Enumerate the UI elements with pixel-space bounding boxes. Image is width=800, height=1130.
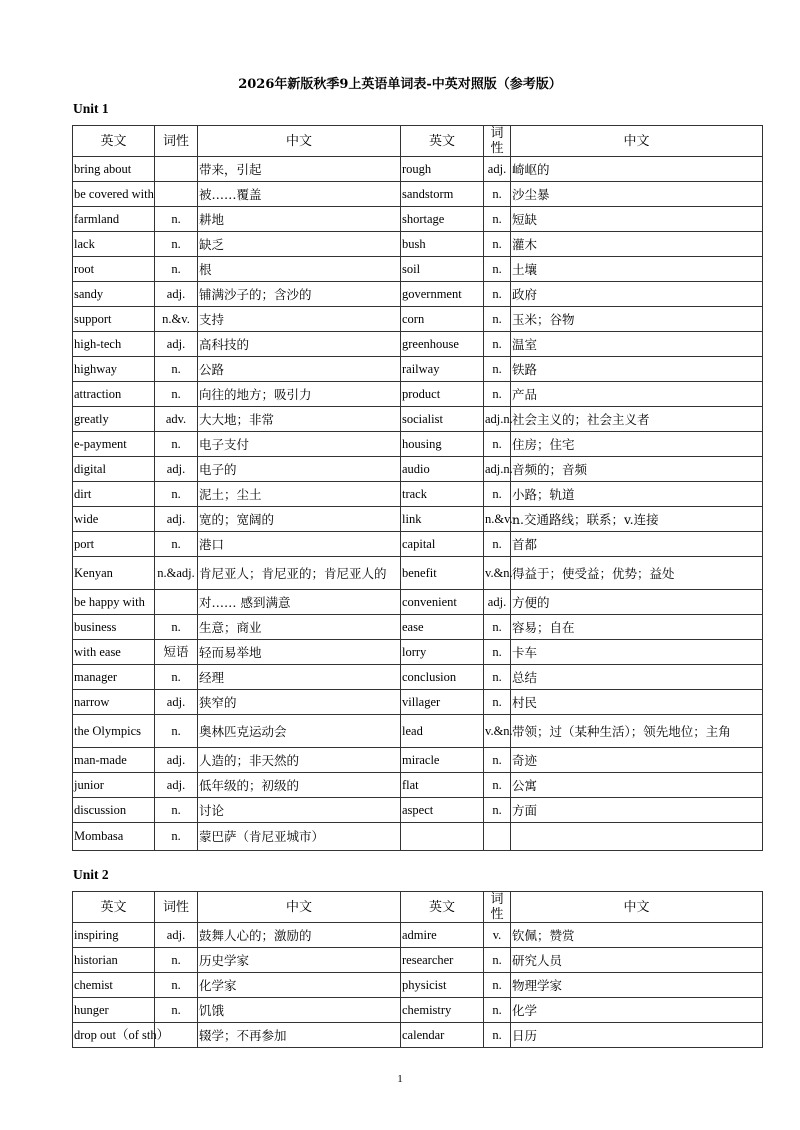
english-word-cell: man-made <box>73 748 155 773</box>
chinese-meaning-cell: 带领；过（某种生活）；领先地位；主角 <box>511 715 763 748</box>
chinese-meaning-cell: 小路；轨道 <box>511 482 763 507</box>
chinese-meaning-cell: 社会主义的；社会主义者 <box>511 407 763 432</box>
english-word-cell: with ease <box>73 640 155 665</box>
header-part-of-speech: 词性 <box>155 126 198 157</box>
part-of-speech-cell: n. <box>484 307 511 332</box>
chinese-meaning-cell: 经理 <box>198 665 401 690</box>
part-of-speech-cell: adj.n. <box>484 407 511 432</box>
chinese-meaning-cell: 方面 <box>511 798 763 823</box>
english-word-cell: aspect <box>401 798 484 823</box>
english-word-cell: railway <box>401 357 484 382</box>
chinese-meaning-cell: 容易；自在 <box>511 615 763 640</box>
chinese-meaning-cell: 被……覆盖 <box>198 182 401 207</box>
table-row <box>73 457 763 482</box>
english-word-cell: narrow <box>73 690 155 715</box>
english-word-cell: support <box>73 307 155 332</box>
table-row <box>73 407 763 432</box>
english-word-cell: business <box>73 615 155 640</box>
header-chinese: 中文 <box>511 126 763 157</box>
part-of-speech-cell: 短语 <box>155 640 198 665</box>
part-of-speech-cell: adj. <box>155 332 198 357</box>
header-chinese: 中文 <box>198 126 401 157</box>
english-word-cell: highway <box>73 357 155 382</box>
header-part-of-speech: 词性 <box>484 892 511 923</box>
chinese-meaning-cell: 音频的；音频 <box>511 457 763 482</box>
table-header-row <box>73 892 763 923</box>
table-row <box>73 640 763 665</box>
part-of-speech-cell: n. <box>155 998 198 1023</box>
table-row <box>73 690 763 715</box>
chinese-meaning-cell: 温室 <box>511 332 763 357</box>
chinese-meaning-cell: 研究人员 <box>511 948 763 973</box>
part-of-speech-cell: n. <box>484 1023 511 1048</box>
chinese-meaning-cell: 辍学；不再参加 <box>198 1023 401 1048</box>
chinese-meaning-cell <box>511 823 763 851</box>
unit-heading: Unit 1 <box>73 101 109 116</box>
english-word-cell: the Olympics <box>73 715 155 748</box>
part-of-speech-cell: n. <box>484 748 511 773</box>
chinese-meaning-cell: 住房；住宅 <box>511 432 763 457</box>
chinese-meaning-cell: 产品 <box>511 382 763 407</box>
english-word-cell: housing <box>401 432 484 457</box>
part-of-speech-cell: n. <box>155 482 198 507</box>
table-row <box>73 823 763 851</box>
part-of-speech-cell: n. <box>484 482 511 507</box>
english-word-cell: ease <box>401 615 484 640</box>
part-of-speech-cell: n. <box>155 823 198 851</box>
part-of-speech-cell: adj. <box>155 773 198 798</box>
chinese-meaning-cell: 灌木 <box>511 232 763 257</box>
english-word-cell: chemist <box>73 973 155 998</box>
english-word-cell: lorry <box>401 640 484 665</box>
table-row <box>73 307 763 332</box>
part-of-speech-cell: n. <box>484 207 511 232</box>
chinese-meaning-cell: 村民 <box>511 690 763 715</box>
part-of-speech-cell: n. <box>155 798 198 823</box>
english-word-cell: wide <box>73 507 155 532</box>
chinese-meaning-cell: 生意；商业 <box>198 615 401 640</box>
chinese-meaning-cell: 鼓舞人心的；激励的 <box>198 923 401 948</box>
vocabulary-table-unit-1 <box>72 125 763 851</box>
chinese-meaning-cell: 铺满沙子的；含沙的 <box>198 282 401 307</box>
chinese-meaning-cell: 奇迹 <box>511 748 763 773</box>
table-row <box>73 532 763 557</box>
part-of-speech-cell: n. <box>484 532 511 557</box>
chinese-meaning-cell: 短缺 <box>511 207 763 232</box>
part-of-speech-cell: adv. <box>155 407 198 432</box>
part-of-speech-cell: adj. <box>155 748 198 773</box>
chinese-meaning-cell: 化学 <box>511 998 763 1023</box>
chinese-meaning-cell: 卡车 <box>511 640 763 665</box>
english-word-cell: discussion <box>73 798 155 823</box>
table-row <box>73 973 763 998</box>
part-of-speech-cell: n. <box>484 357 511 382</box>
english-word-cell: dirt <box>73 482 155 507</box>
english-word-cell: socialist <box>401 407 484 432</box>
chinese-meaning-cell: 政府 <box>511 282 763 307</box>
table-row <box>73 1023 763 1048</box>
english-word-cell: calendar <box>401 1023 484 1048</box>
part-of-speech-cell: adj. <box>155 457 198 482</box>
chinese-meaning-cell: 蒙巴萨（肯尼亚城市） <box>198 823 401 851</box>
english-word-cell: bring about <box>73 157 155 182</box>
english-word-cell: physicist <box>401 973 484 998</box>
english-word-cell: track <box>401 482 484 507</box>
part-of-speech-cell: n. <box>484 998 511 1023</box>
english-word-cell: manager <box>73 665 155 690</box>
chinese-meaning-cell: 土壤 <box>511 257 763 282</box>
part-of-speech-cell: n. <box>155 948 198 973</box>
header-english: 英文 <box>73 892 155 923</box>
header-part-of-speech: 词性 <box>484 126 511 157</box>
part-of-speech-cell: n. <box>155 715 198 748</box>
part-of-speech-cell: adj. <box>155 690 198 715</box>
document-title: 2026年新版秋季9上英语单词表-中英对照版（参考版） <box>238 77 562 92</box>
english-word-cell: e-payment <box>73 432 155 457</box>
part-of-speech-cell: n. <box>155 665 198 690</box>
english-word-cell: chemistry <box>401 998 484 1023</box>
chinese-meaning-cell: 方便的 <box>511 590 763 615</box>
english-word-cell: high-tech <box>73 332 155 357</box>
table-row <box>73 482 763 507</box>
english-word-cell: greatly <box>73 407 155 432</box>
part-of-speech-cell: n. <box>155 382 198 407</box>
table-row <box>73 357 763 382</box>
chinese-meaning-cell: 耕地 <box>198 207 401 232</box>
chinese-meaning-cell: 低年级的；初级的 <box>198 773 401 798</box>
english-word-cell: be covered with <box>73 182 155 207</box>
part-of-speech-cell: n. <box>484 640 511 665</box>
english-word-cell: miracle <box>401 748 484 773</box>
table-row <box>73 773 763 798</box>
chinese-meaning-cell: 公路 <box>198 357 401 382</box>
chinese-meaning-cell: 饥饿 <box>198 998 401 1023</box>
part-of-speech-cell: n. <box>155 257 198 282</box>
chinese-meaning-cell: 向往的地方；吸引力 <box>198 382 401 407</box>
part-of-speech-cell: n. <box>484 257 511 282</box>
english-word-cell: historian <box>73 948 155 973</box>
english-word-cell: Mombasa <box>73 823 155 851</box>
part-of-speech-cell <box>155 590 198 615</box>
table-body <box>73 923 763 1048</box>
vocabulary-table-unit-2 <box>72 891 763 1048</box>
english-word-cell: shortage <box>401 207 484 232</box>
chinese-meaning-cell: 电子支付 <box>198 432 401 457</box>
header-chinese: 中文 <box>198 892 401 923</box>
part-of-speech-cell: n. <box>155 432 198 457</box>
part-of-speech-cell: v.&n. <box>484 715 511 748</box>
part-of-speech-cell: n.&v. <box>484 507 511 532</box>
chinese-meaning-cell: 高科技的 <box>198 332 401 357</box>
chinese-meaning-cell: 肯尼亚人；肯尼亚的；肯尼亚人的 <box>198 557 401 590</box>
header-chinese: 中文 <box>511 892 763 923</box>
part-of-speech-cell: adj. <box>155 282 198 307</box>
table-row <box>73 207 763 232</box>
english-word-cell: digital <box>73 457 155 482</box>
table-row <box>73 590 763 615</box>
english-word-cell: drop out（of sth） <box>73 1023 155 1048</box>
english-word-cell: attraction <box>73 382 155 407</box>
part-of-speech-cell: adj. <box>484 590 511 615</box>
table-row <box>73 507 763 532</box>
chinese-meaning-cell: 根 <box>198 257 401 282</box>
table-row <box>73 948 763 973</box>
english-word-cell: hunger <box>73 998 155 1023</box>
part-of-speech-cell: n. <box>155 973 198 998</box>
part-of-speech-cell: n. <box>484 973 511 998</box>
english-word-cell: researcher <box>401 948 484 973</box>
chinese-meaning-cell: 带来，引起 <box>198 157 401 182</box>
chinese-meaning-cell: 讨论 <box>198 798 401 823</box>
part-of-speech-cell <box>155 182 198 207</box>
part-of-speech-cell: n. <box>155 357 198 382</box>
table-row <box>73 665 763 690</box>
english-word-cell: lack <box>73 232 155 257</box>
part-of-speech-cell: n.&adj. <box>155 557 198 590</box>
table-row <box>73 157 763 182</box>
part-of-speech-cell: n. <box>484 332 511 357</box>
chinese-meaning-cell: 物理学家 <box>511 973 763 998</box>
table-row <box>73 798 763 823</box>
english-word-cell: inspiring <box>73 923 155 948</box>
english-word-cell: junior <box>73 773 155 798</box>
chinese-meaning-cell: 大大地；非常 <box>198 407 401 432</box>
english-word-cell: rough <box>401 157 484 182</box>
english-word-cell <box>401 823 484 851</box>
table-row <box>73 332 763 357</box>
chinese-meaning-cell: 宽的；宽阔的 <box>198 507 401 532</box>
chinese-meaning-cell: n.交通路线；联系；v.连接 <box>511 507 763 532</box>
table-row <box>73 557 763 590</box>
english-word-cell: soil <box>401 257 484 282</box>
part-of-speech-cell: n. <box>484 773 511 798</box>
table-row <box>73 257 763 282</box>
table-row <box>73 282 763 307</box>
chinese-meaning-cell: 日历 <box>511 1023 763 1048</box>
part-of-speech-cell: n. <box>155 615 198 640</box>
english-word-cell: sandy <box>73 282 155 307</box>
table-row <box>73 615 763 640</box>
chinese-meaning-cell: 缺乏 <box>198 232 401 257</box>
header-english: 英文 <box>401 126 484 157</box>
chinese-meaning-cell: 玉米；谷物 <box>511 307 763 332</box>
part-of-speech-cell: n. <box>484 382 511 407</box>
part-of-speech-cell: n. <box>155 207 198 232</box>
chinese-meaning-cell: 铁路 <box>511 357 763 382</box>
unit-heading: Unit 2 <box>73 867 109 882</box>
part-of-speech-cell: adj.n. <box>484 457 511 482</box>
chinese-meaning-cell: 支持 <box>198 307 401 332</box>
chinese-meaning-cell: 首都 <box>511 532 763 557</box>
table-row <box>73 432 763 457</box>
header-english: 英文 <box>73 126 155 157</box>
english-word-cell: capital <box>401 532 484 557</box>
part-of-speech-cell: n. <box>484 282 511 307</box>
table-row <box>73 998 763 1023</box>
part-of-speech-cell: n.&v. <box>155 307 198 332</box>
part-of-speech-cell: n. <box>484 432 511 457</box>
english-word-cell: lead <box>401 715 484 748</box>
table-row <box>73 382 763 407</box>
english-word-cell: link <box>401 507 484 532</box>
part-of-speech-cell: n. <box>484 232 511 257</box>
chinese-meaning-cell: 轻而易举地 <box>198 640 401 665</box>
english-word-cell: greenhouse <box>401 332 484 357</box>
part-of-speech-cell: n. <box>484 182 511 207</box>
table-row <box>73 923 763 948</box>
chinese-meaning-cell: 泥土；尘土 <box>198 482 401 507</box>
english-word-cell: root <box>73 257 155 282</box>
chinese-meaning-cell: 化学家 <box>198 973 401 998</box>
table-row <box>73 715 763 748</box>
part-of-speech-cell <box>155 157 198 182</box>
english-word-cell: farmland <box>73 207 155 232</box>
part-of-speech-cell: v.&n. <box>484 557 511 590</box>
english-word-cell: admire <box>401 923 484 948</box>
chinese-meaning-cell: 沙尘暴 <box>511 182 763 207</box>
chinese-meaning-cell: 奥林匹克运动会 <box>198 715 401 748</box>
part-of-speech-cell: n. <box>484 798 511 823</box>
chinese-meaning-cell: 港口 <box>198 532 401 557</box>
part-of-speech-cell: adj. <box>484 157 511 182</box>
part-of-speech-cell: n. <box>155 532 198 557</box>
english-word-cell: government <box>401 282 484 307</box>
part-of-speech-cell: adj. <box>155 507 198 532</box>
chinese-meaning-cell: 电子的 <box>198 457 401 482</box>
english-word-cell: product <box>401 382 484 407</box>
table-row <box>73 748 763 773</box>
english-word-cell: port <box>73 532 155 557</box>
chinese-meaning-cell: 公寓 <box>511 773 763 798</box>
chinese-meaning-cell: 崎岖的 <box>511 157 763 182</box>
chinese-meaning-cell: 历史学家 <box>198 948 401 973</box>
chinese-meaning-cell: 钦佩；赞赏 <box>511 923 763 948</box>
header-english: 英文 <box>401 892 484 923</box>
english-word-cell: sandstorm <box>401 182 484 207</box>
page-number: 1 <box>397 1073 403 1085</box>
table-row <box>73 232 763 257</box>
english-word-cell: conclusion <box>401 665 484 690</box>
chinese-meaning-cell: 对…… 感到满意 <box>198 590 401 615</box>
english-word-cell: corn <box>401 307 484 332</box>
part-of-speech-cell: n. <box>484 665 511 690</box>
english-word-cell: benefit <box>401 557 484 590</box>
english-word-cell: flat <box>401 773 484 798</box>
english-word-cell: Kenyan <box>73 557 155 590</box>
chinese-meaning-cell: 得益于；使受益；优势；益处 <box>511 557 763 590</box>
part-of-speech-cell: n. <box>484 948 511 973</box>
english-word-cell: audio <box>401 457 484 482</box>
part-of-speech-cell <box>484 823 511 851</box>
english-word-cell: be happy with <box>73 590 155 615</box>
chinese-meaning-cell: 总结 <box>511 665 763 690</box>
table-header-row <box>73 126 763 157</box>
part-of-speech-cell: adj. <box>155 923 198 948</box>
chinese-meaning-cell: 人造的；非天然的 <box>198 748 401 773</box>
english-word-cell: convenient <box>401 590 484 615</box>
part-of-speech-cell: n. <box>155 232 198 257</box>
chinese-meaning-cell: 狭窄的 <box>198 690 401 715</box>
part-of-speech-cell: n. <box>484 690 511 715</box>
table-row <box>73 182 763 207</box>
table-body <box>73 157 763 851</box>
part-of-speech-cell: v. <box>484 923 511 948</box>
header-part-of-speech: 词性 <box>155 892 198 923</box>
english-word-cell: villager <box>401 690 484 715</box>
part-of-speech-cell: n. <box>484 615 511 640</box>
english-word-cell: bush <box>401 232 484 257</box>
